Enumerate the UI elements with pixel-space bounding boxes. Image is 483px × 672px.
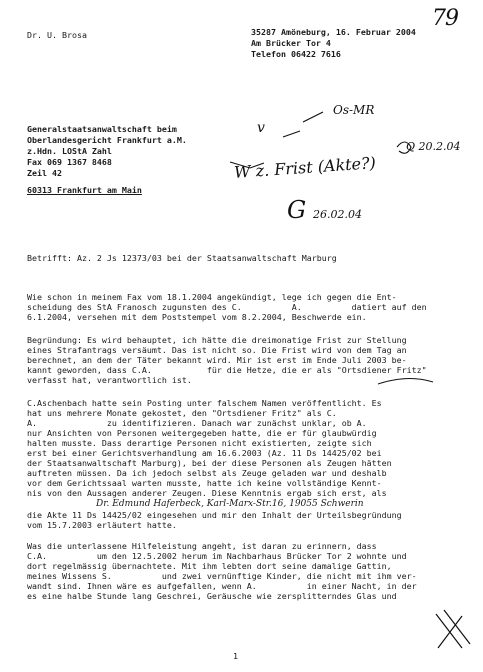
recipient-city: 60313 Frankfurt am Main (27, 185, 142, 195)
recipient-room: Zeil 42 (27, 168, 62, 178)
body-line: nis von den Aussagen anderer Zeugen. Diese Kenntnis ergab sich erst, als (27, 488, 387, 498)
body-line: vor dem Gerichtssaal warten musste, hatte ich keine vollständige Kennt- (27, 478, 382, 488)
recipient-line-2: Oberlandesgericht Frankfurt a.M. (27, 135, 187, 145)
sender-street: Am Brücker Tor 4 (251, 38, 331, 48)
annotation-date-q: Q 20.2.04 (406, 140, 461, 153)
body-line: Was die unterlassene Hilfeleistung angeht, ist daran zu erinnern, dass (27, 541, 377, 551)
body-line: kannt geworden, dass C.A. für die Hetze, die er als "Ortsdiener Fritz" (27, 365, 427, 375)
page-number: 1 (233, 651, 238, 661)
body-line: hat uns mehrere Monate gekostet, den "Ortsdiener Fritz" als C. (27, 408, 337, 418)
annotation-checkmark: v (257, 120, 265, 136)
corner-handwritten-mark: 79 (432, 6, 458, 31)
body-line: halten musste. Dass derartige Personen nicht existierten, zeigte sich (27, 438, 372, 448)
subject-line: Betrifft: Az. 2 Js 12373/03 bei der Staatsanwaltschaft Marburg (27, 253, 337, 263)
annotation-frist-akte: W z. Frist (Akte?) (233, 153, 377, 182)
body-line: vom 15.7.2003 erläutert hatte. (27, 520, 177, 530)
annotation-date-g: 26.02.04 (313, 208, 362, 221)
body-line: es eine halbe Stunde lang Geschrei, Geräusche wie zersplitterndes Glas und (27, 591, 397, 601)
body-line: wandt sind. Ihnen wäre es aufgefallen, wenn A. in einer Nacht, in der (27, 581, 417, 591)
body-line: die Akte 11 Ds 14425/02 eingesehen und mir den Inhalt der Urteilsbegründung (27, 510, 402, 520)
recipient-fax: Fax 069 1367 8468 (27, 157, 112, 167)
body-line: C.A. um den 12.5.2002 herum im Nachbarhaus Brücker Tor 2 wohnte und (27, 551, 407, 561)
witness-address: Dr. Edmund Haferbeck, Karl-Marx-Str.16, 19055 Schwerin (96, 499, 364, 509)
body-line: erst bei einer Gerichtsverhandlung am 16.6.2003 (Az. 11 Ds 14425/02 bei (27, 448, 382, 458)
body-line: nur Ansichten von Personen weitergegeben hatte, die er für glaubwürdig (27, 428, 377, 438)
body-line: meines Wissens S. und zwei vernünftige Kinder, die nicht mit ihm ver- (27, 571, 417, 581)
annotation-os-mr: Os-MR (333, 103, 375, 117)
body-line: C.Aschenbach hatte sein Posting unter falschem Namen veröffentlicht. Es (27, 398, 382, 408)
body-line: Wie schon in meinem Fax vom 18.1.2004 angekündigt, lege ich gegen die Ent- (27, 292, 397, 302)
sender-place-date: 35287 Amöneburg, 16. Februar 2004 (251, 27, 416, 37)
body-line: eines Strafantrags versäumt. Das ist nicht so. Die Frist wird von dem Tag an (27, 345, 407, 355)
body-line: scheidung des StA Franosch zugunsten des C. A. datiert auf den (27, 302, 427, 312)
body-line: verfasst hat, verantwortlich ist. (27, 375, 192, 385)
sender-phone: Telefon 06422 7616 (251, 49, 341, 59)
recipient-line-3: z.Hdn. LOStA Zahl (27, 146, 112, 156)
body-line: der Staatsanwaltschaft Marburg), bei der diese Personen als Zeugen hätten (27, 458, 392, 468)
annotation-g: G (287, 196, 307, 224)
body-line: A. zu identifizieren. Danach war zunächst unklar, ob A. (27, 418, 367, 428)
body-line: 6.1.2004, versehen mit dem Poststempel vom 8.2.2004, Beschwerde ein. (27, 312, 367, 322)
body-line: berechnet, an dem der Täter bekannt wird. Mir ist erst im Ende Juli 2003 be- (27, 355, 407, 365)
recipient-line-1: Generalstaatsanwaltschaft beim (27, 124, 177, 134)
body-line: dort regelmässig übernachtete. Mit ihm lebten dort seine damalige Gattin, (27, 561, 392, 571)
body-line: auftreten müssen. Da ich jedoch selbst als Zeuge geladen war und deshalb (27, 468, 387, 478)
body-line: Begründung: Es wird behauptet, ich hätte die dreimonatige Frist zur Stellung (27, 335, 407, 345)
sender-name: Dr. U. Brosa (27, 30, 87, 40)
